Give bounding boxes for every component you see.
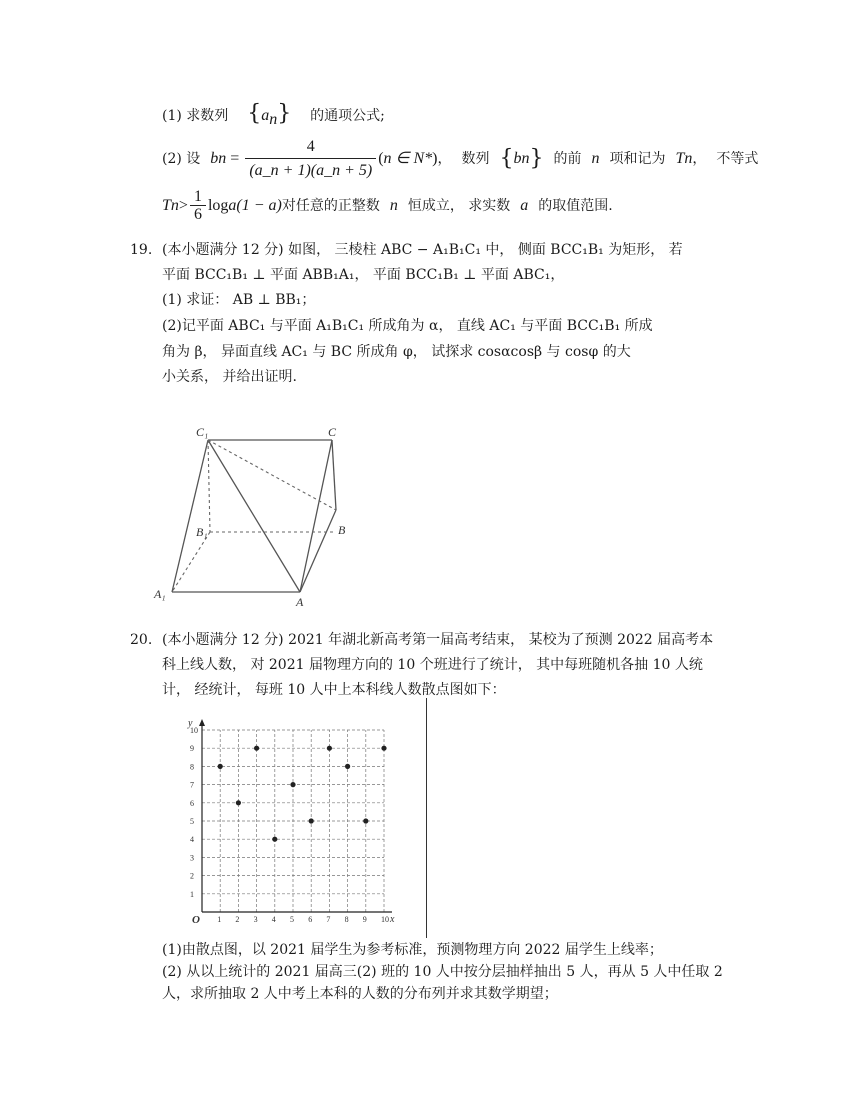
n-symbol: n [591,150,600,167]
one-sixth [190,188,206,224]
sum-text: 项和记为 [609,151,666,167]
q19-line6: 小关系， 并给出证明. [162,369,297,385]
y-tick-label: 1 [190,889,194,899]
q20-line1: (本小题满分 12 分) 2021 年湖北新高考第一届高考结束， 某校为了预测 2022 届高考本 [162,632,714,648]
q19-number: 19. [130,242,153,258]
q18-part1 [162,101,385,130]
label-B1: B₁ [196,525,208,539]
q20-sub1: (1)由散点图，以 2021 届学生为参考标准，预测物理方向 2022 届学生上线率； [162,942,663,958]
scatter-point [254,746,259,751]
y-tick-label: 5 [190,817,194,826]
seq-a: a [261,107,270,124]
scatter-chart [180,700,420,928]
b-sub: n [218,150,227,167]
a-symbol: a [520,197,529,214]
y-tick-label: 6 [190,798,194,808]
log-base: a [228,197,237,214]
y-axis-arrow-icon [199,719,205,726]
right-brace: } [277,101,292,126]
q19-line5: 角为 β， 异面直线 AC₁ 与 BC 所成角 φ， 试探求 cosαcosβ 与 cosφ 的大 [162,344,631,360]
one-sixth-den: 6 [193,206,202,223]
q19-line2: 平面 BCC₁B₁ ⊥ 平面 ABB₁A₁， 平面 BCC₁B₁ ⊥ 平面 ABC₁， [162,267,565,283]
q18-part1-rest: 的通项公式; [310,108,385,124]
scatter-point [345,764,350,769]
q20-line2: 科上线人数， 对 2021 届物理方向的 10 个班进行了统计， 其中每班随机各抽 10 人统 [162,657,703,673]
prism-figure [150,420,370,610]
y-tick-label: 8 [190,762,194,772]
q18-fraction [245,136,376,183]
one-sixth-num: 1 [190,188,206,206]
q18-part1-label: (1) 求数列 [162,108,229,124]
label-C: C [328,425,337,439]
q20-number: 20. [130,632,153,648]
scatter-point [290,782,295,787]
label-C1: C₁ [196,425,209,439]
scatter-point [236,800,241,805]
x-tick-label: 1 [217,915,222,924]
y-tick-label: 10 [190,726,198,735]
prefix-text: 的前 [553,151,582,167]
x-tick-label: 9 [362,915,367,924]
x-tick-label: 10 [381,915,389,924]
q18-part2-label: (2) 设 [162,151,201,167]
label-A1: A₁ [154,587,166,601]
x-tick-label: 3 [253,915,258,924]
y-tick-label: 7 [190,780,194,790]
y-tick-label: 4 [190,835,194,845]
x-tick-label: 7 [326,915,331,924]
q20-line3: 计， 经统计， 每班 10 人中上本科线人数散点图如下： [162,682,506,698]
n-symbol-2: n [389,197,398,214]
n-condition: n ∈ N* [383,150,433,167]
seq-a-sub: n [269,110,278,128]
b-symbol: b [210,150,219,167]
seq-b: b [513,150,522,167]
q20-sub2: (2) 从以上统计的 2021 届高三(2) 班的 10 人中按分层抽样抽出 5 人，再从 5 人中任取 2 [162,964,723,980]
q19-line4: (2)记平面 ABC₁ 与平面 A₁B₁C₁ 所成角为 α， 直线 AC₁ 与平面 BCC₁B₁ 所成 [162,318,653,334]
q18-text2: 恒成立， 求实数 [407,198,511,214]
origin-label: O [192,914,200,926]
scatter-point [327,746,332,751]
log-argument: (1 − a) [236,197,282,214]
q18-text: 对任意的正整数 [281,198,380,214]
T-sub: n [684,150,693,167]
q19-line3: (1) 求证： AB ⊥ BB₁； [162,292,316,308]
y-tick-label: 2 [190,871,194,881]
x-tick-label: 2 [235,915,240,924]
q18-part2: (2) 设 b n = $\frac{4}{(a\_n + 1)(a\_n + 5)}$ ( n ∈ N* ) ， 数列 { b n } 的前 n 项和记为 T n ， 不等式 [162,132,758,186]
label-B: B [338,523,346,537]
x-tick-label: 4 [271,915,276,924]
left-brace: { [247,101,262,126]
T-symbol-2: T [162,197,171,214]
y-tick-label: 3 [190,853,194,863]
seq-label: 数列 [461,151,490,167]
x-tick-label: 6 [308,915,313,924]
q19-line1: (本小题满分 12 分) 如图， 三棱柱 ABC − A₁B₁C₁ 中， 侧面 BCC₁B₁ 为矩形， 若 [162,242,683,258]
scatter-point [363,818,368,823]
log-symbol: log [207,197,229,214]
fraction-denominator: (a_n + 1)(a_n + 5) [249,161,373,179]
y-axis-label: y [188,718,193,729]
T-symbol: T [675,150,685,167]
x-axis-label: x [390,914,395,925]
scatter-point [218,764,223,769]
T-sub-2: n [170,197,179,214]
q18-text3: 的取值范围. [538,198,613,214]
q20-sub3: 人，求所抽取 2 人中考上本科的人数的分布列并求其数学期望； [162,986,558,1002]
x-tick-label: 5 [290,915,294,924]
vertical-rule [426,698,427,938]
label-A: A [296,595,304,609]
scatter-point [272,837,277,842]
scatter-point [381,746,386,751]
q18-part2-inequality [162,186,613,226]
seq-b-sub: n [521,150,530,167]
inequality-label: 不等式 [716,151,759,167]
gt-sign: > [178,197,188,214]
x-tick-label: 8 [344,915,349,924]
scatter-point [309,818,314,823]
fraction-numerator: 4 [245,136,376,159]
y-tick-label: 9 [190,744,194,754]
